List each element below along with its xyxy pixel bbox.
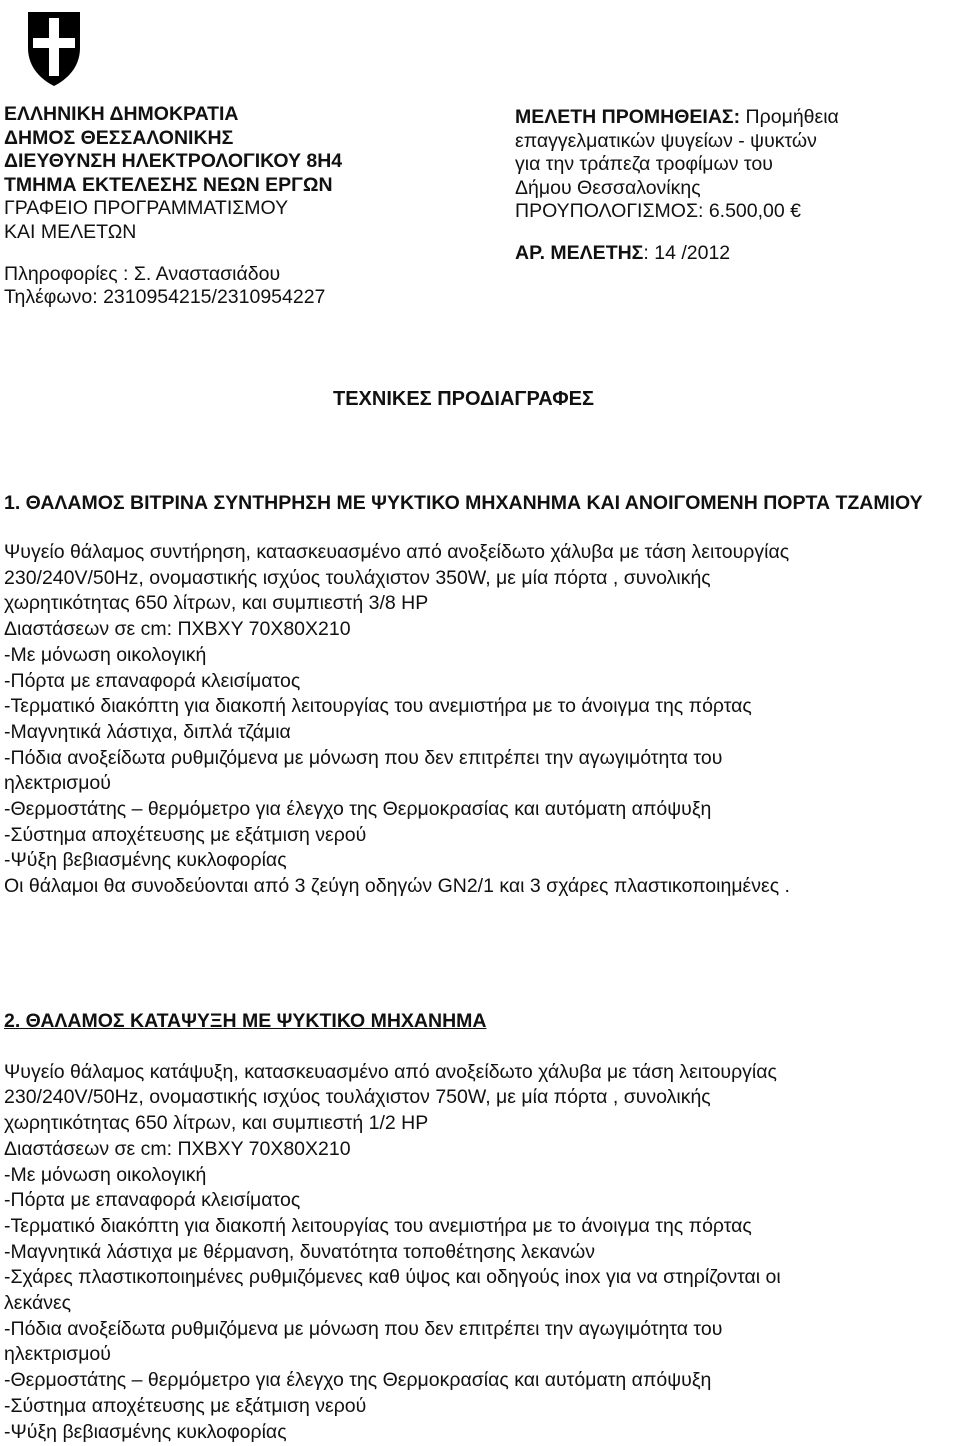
spec-line: ηλεκτρισμού bbox=[4, 1343, 111, 1366]
spec-line: -Πόδια ανοξείδωτα ρυθμιζόμενα με μόνωση που δεν επιτρέπει την αγωγιμότητα του bbox=[4, 1317, 723, 1340]
office-name: ΓΡΑΦΕΙΟ ΠΡΟΓΡΑΜΜΑΤΙΣΜΟΥ bbox=[4, 197, 289, 220]
issuer-block bbox=[4, 103, 342, 310]
spec-line: χωρητικότητας 650 λίτρων, και συμπιεστή 3/8 HP bbox=[4, 592, 429, 615]
spec-line: 230/240V/50Hz, ονομαστικής ισχύος τουλάχιστον 350W, με μία πόρτα , συνολικής bbox=[4, 566, 711, 589]
spec-line: -Σύστημα αποχέτευσης με εξάτμιση νερού bbox=[4, 1394, 367, 1417]
office-name-cont: ΚΑΙ ΜΕΛΕΤΩΝ bbox=[4, 220, 137, 243]
study-subject: Προμήθεια bbox=[740, 106, 839, 128]
republic-name: ΕΛΛΗΝΙΚΗ ΔΗΜΟΚΡΑΤΙΑ bbox=[4, 103, 239, 125]
spec-line: -Με μόνωση οικολογική bbox=[4, 643, 207, 666]
spec-line: χωρητικότητας 650 λίτρων, και συμπιεστή 1/2 HP bbox=[4, 1112, 429, 1135]
spec-line: -Ψύξη βεβιασμένης κυκλοφορίας bbox=[4, 1420, 287, 1443]
spec-line: -Πόρτα με επαναφορά κλεισίματος bbox=[4, 1189, 301, 1212]
spec-line: Διαστάσεων σε cm: ΠΧΒΧΥ 70Χ80Χ210 bbox=[4, 1137, 351, 1160]
spec-line: 230/240V/50Hz, ονομαστικής ισχύος τουλάχιστον 750W, με μία πόρτα , συνολικής bbox=[4, 1086, 711, 1109]
document-title: ΤΕΧΝΙΚΕΣ ΠΡΟΔΙΑΓΡΑΦΕΣ bbox=[333, 388, 594, 410]
contact-phone: Τηλέφωνο: 2310954215/2310954227 bbox=[4, 286, 326, 309]
study-subject-line2: επαγγελματικών ψυγείων - ψυκτών bbox=[515, 129, 817, 152]
spec-line: Διαστάσεων σε cm: ΠΧΒΧΥ 70Χ80Χ210 bbox=[4, 618, 351, 641]
spec-line: -Πόρτα με επαναφορά κλεισίματος bbox=[4, 669, 301, 692]
spec-line: -Μαγνητικά λάστιχα, διπλά τζάμια bbox=[4, 720, 291, 743]
spec-line: -Ψύξη βεβιασμένης κυκλοφορίας bbox=[4, 849, 287, 872]
section-2-heading: 2. ΘΑΛΑΜΟΣ ΚΑΤΑΨΥΞΗ ΜΕ ΨΥΚΤΙΚΟ ΜΗΧΑΝΗΜΑ bbox=[4, 1010, 487, 1032]
section-2 bbox=[4, 1009, 954, 1445]
spec-line: -Θερμοστάτης – θερμόμετρο για έλεγχο της Θερμοκρασίας και αυτόματη απόψυξη bbox=[4, 1369, 712, 1392]
budget: ΠΡΟΥΠΟΛΟΓΙΣΜΟΣ: 6.500,00 € bbox=[515, 200, 801, 223]
study-number-value: : 14 /2012 bbox=[643, 241, 731, 264]
spec-line: Ψυγείο θάλαμος κατάψυξη, κατασκευασμένο από ανοξείδωτο χάλυβα με τάση λειτουργίας bbox=[4, 1060, 777, 1083]
spec-line: λεκάνες bbox=[4, 1292, 72, 1315]
contact-person: Πληροφορίες : Σ. Αναστασιάδου bbox=[4, 262, 281, 285]
spec-line: -Πόδια ανοξείδωτα ρυθμιζόμενα με μόνωση που δεν επιτρέπει την αγωγιμότητα του bbox=[4, 746, 723, 769]
study-block bbox=[515, 106, 839, 266]
spec-line: -Σύστημα αποχέτευσης με εξάτμιση νερού bbox=[4, 823, 367, 846]
section-1 bbox=[4, 491, 954, 900]
spec-line: -Σχάρες πλαστικοποιημένες ρυθμιζόμενες καθ ύψος και οδηγούς inox για να στηρίζονται οι bbox=[4, 1266, 781, 1289]
spec-line: ηλεκτρισμού bbox=[4, 772, 111, 795]
spec-line: Οι θάλαμοι θα συνοδεύονται από 3 ζεύγη οδηγών GN2/1 και 3 σχάρες πλαστικοποιημένες . bbox=[4, 875, 790, 898]
spec-line: -Τερματικό διακόπτη για διακοπή λειτουργίας του ανεμιστήρα με το άνοιγμα της πόρτας bbox=[4, 1214, 752, 1237]
study-subject-line4: Δήμου Θεσσαλονίκης bbox=[515, 176, 701, 199]
spec-line: Ψυγείο θάλαμος συντήρηση, κατασκευασμένο από ανοξείδωτο χάλυβα με τάση λειτουργίας bbox=[4, 541, 790, 563]
study-subject-line3: για την τράπεζα τροφίμων του bbox=[515, 153, 773, 176]
study-number-label: ΑΡ. ΜΕΛΕΤΗΣ bbox=[515, 241, 644, 264]
section-1-heading: 1. ΘΑΛΑΜΟΣ ΒΙΤΡΙΝΑ ΣΥΝΤΗΡΗΣΗ ΜΕ ΨΥΚΤΙΚΟ ΜΗΧΑΝΗΜΑ ΚΑΙ ΑΝΟΙΓΟΜΕΝΗ ΠΟΡΤΑ ΤΖΑΜΙΟΥ bbox=[4, 492, 923, 514]
directorate-name: ΔΙΕΥΘΥΝΣΗ ΗΛΕΚΤΡΟΛΟΓΙΚΟΥ 8Η4 bbox=[4, 150, 343, 173]
spec-line: -Με μόνωση οικολογική bbox=[4, 1163, 207, 1186]
spec-line: -Θερμοστάτης – θερμόμετρο για έλεγχο της Θερμοκρασίας και αυτόματη απόψυξη bbox=[4, 798, 712, 821]
department-name: ΤΜΗΜΑ ΕΚΤΕΛΕΣΗΣ ΝΕΩΝ ΕΡΓΩΝ bbox=[4, 173, 333, 196]
municipality-name: ΔΗΜΟΣ ΘΕΣΣΑΛΟΝΙΚΗΣ bbox=[4, 126, 234, 149]
greek-coat-of-arms-icon bbox=[24, 8, 84, 88]
spec-line: -Τερματικό διακόπτη για διακοπή λειτουργίας του ανεμιστήρα με το άνοιγμα της πόρτας bbox=[4, 695, 752, 718]
study-label: ΜΕΛΕΤΗ ΠΡΟΜΗΘΕΙΑΣ: bbox=[515, 106, 741, 128]
spec-line: -Μαγνητικά λάστιχα με θέρμανση, δυνατότητα τοποθέτησης λεκανών bbox=[4, 1240, 595, 1263]
